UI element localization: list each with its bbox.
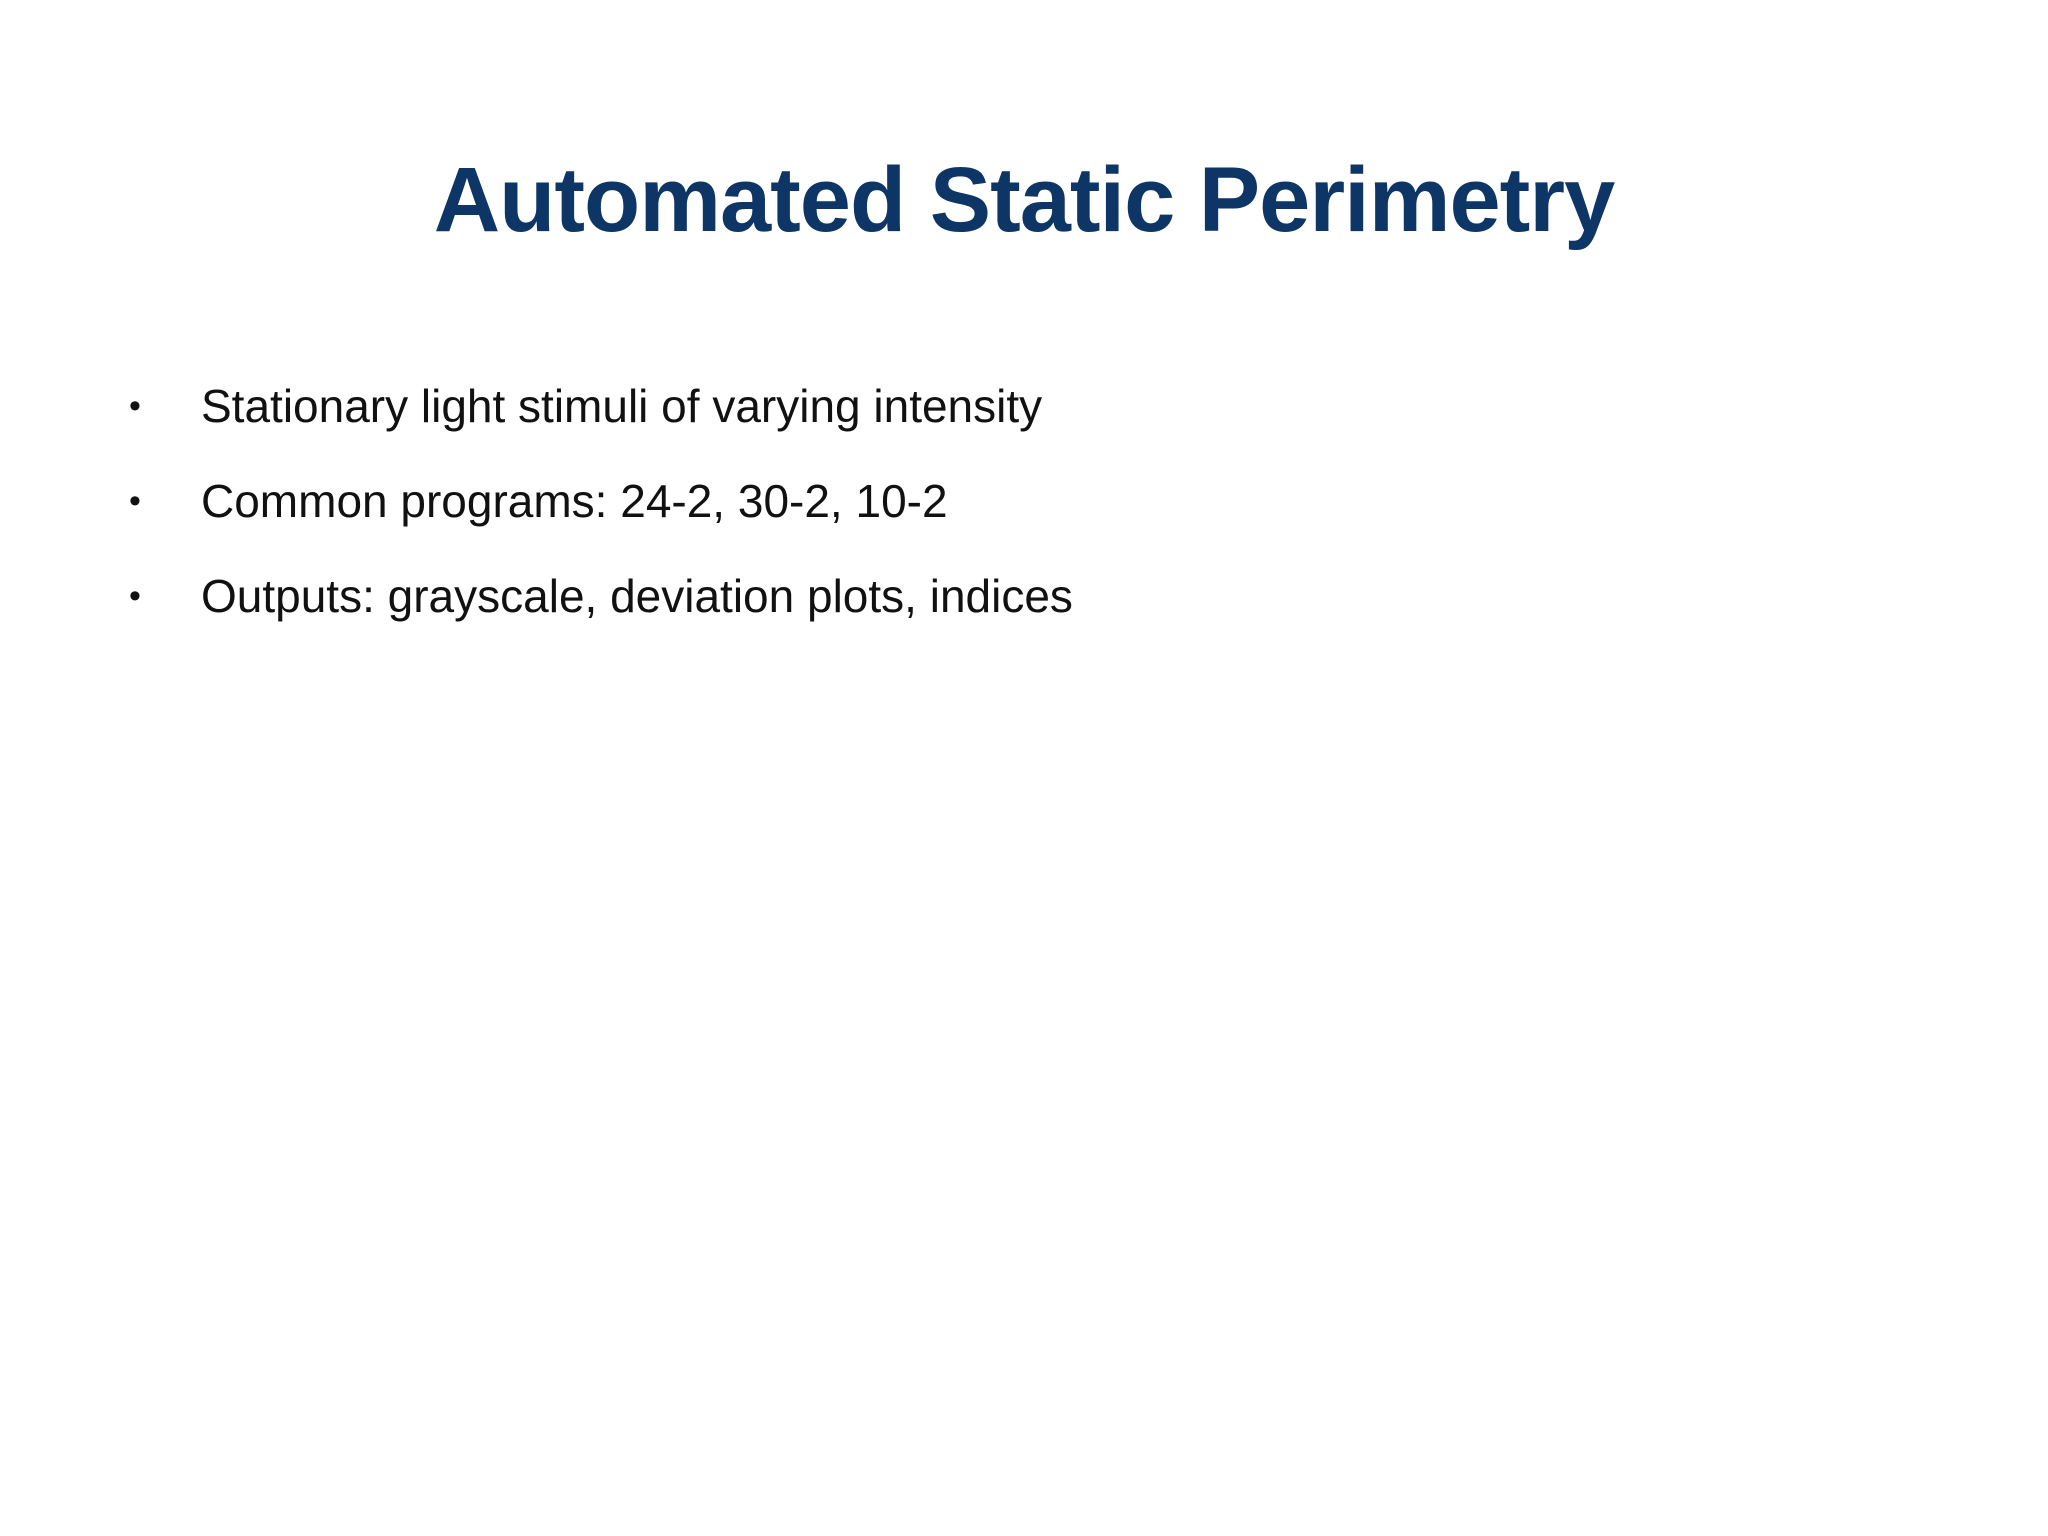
bullet-icon: • bbox=[129, 482, 141, 520]
slide-title: Automated Static Perimetry bbox=[433, 149, 1615, 251]
bullet-text: Common programs: 24-2, 30-2, 10-2 bbox=[201, 475, 948, 527]
bullet-icon: • bbox=[129, 577, 141, 615]
bullet-text: Outputs: grayscale, deviation plots, indices bbox=[201, 570, 1073, 622]
bullet-text: Stationary light stimuli of varying intensity bbox=[201, 380, 1043, 432]
bullet-icon: • bbox=[129, 387, 141, 425]
